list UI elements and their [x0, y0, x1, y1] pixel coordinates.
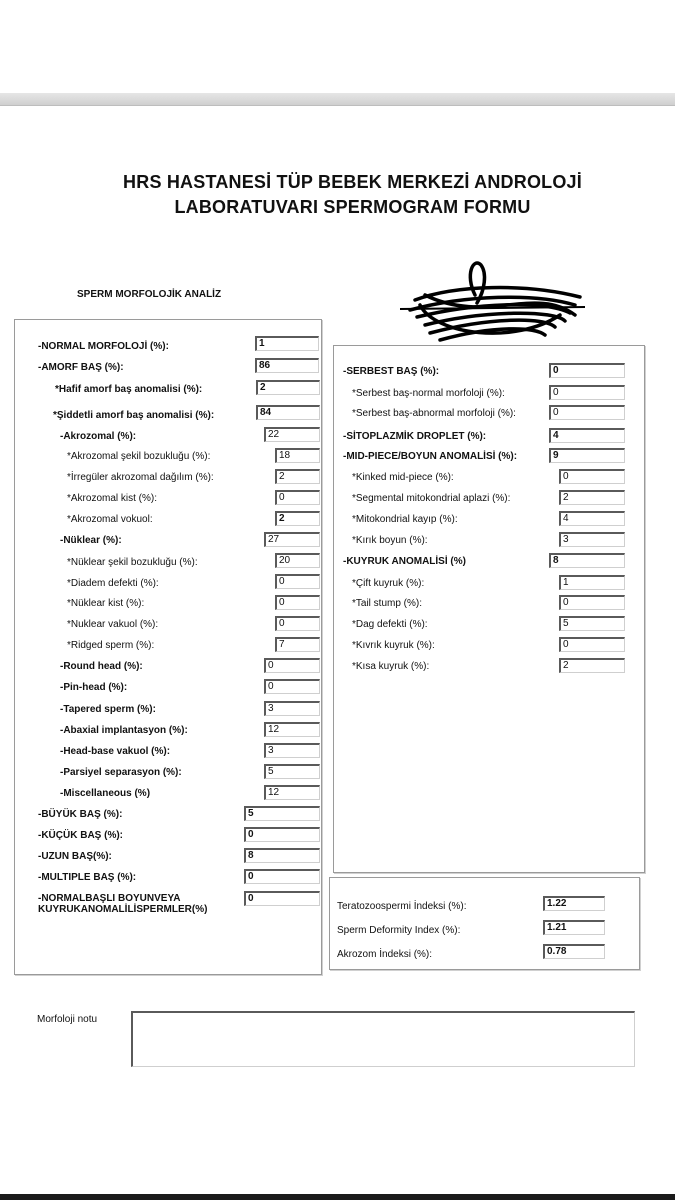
- left-field-14[interactable]: 0: [275, 616, 320, 631]
- left-label-25: -UZUN BAŞ(%):: [38, 851, 112, 862]
- left-field-12[interactable]: 0: [275, 574, 320, 589]
- index-field-2[interactable]: 1.21: [543, 920, 605, 935]
- left-field-21[interactable]: 5: [264, 764, 320, 779]
- left-label-22: -Miscellaneous (%): [60, 788, 151, 799]
- left-field-4[interactable]: 84: [256, 405, 320, 420]
- left-label-17: -Pin-head (%):: [60, 682, 128, 693]
- right-field-4[interactable]: 4: [549, 428, 625, 443]
- index-field-3[interactable]: 0.78: [543, 944, 605, 959]
- left-field-17[interactable]: 0: [264, 679, 320, 694]
- left-label-14: *Nuklear vakuol (%):: [67, 619, 159, 630]
- right-field-2[interactable]: 0: [549, 385, 625, 400]
- right-label-12: *Tail stump (%):: [352, 598, 423, 609]
- index-label-1: Teratozoospermi İndeksi (%):: [337, 901, 467, 912]
- left-label-20: -Head-base vakuol (%):: [60, 746, 171, 757]
- left-label-18: -Tapered sperm (%):: [60, 704, 156, 715]
- section-title: SPERM MORFOLOJİK ANALİZ: [77, 289, 222, 300]
- left-field-8[interactable]: 0: [275, 490, 320, 505]
- left-field-3[interactable]: 2: [256, 380, 320, 395]
- index-field-1[interactable]: 1.22: [543, 896, 605, 911]
- right-field-3[interactable]: 0: [549, 405, 625, 420]
- left-field-6[interactable]: 18: [275, 448, 320, 463]
- right-label-1: -SERBEST BAŞ (%):: [343, 366, 440, 377]
- right-field-12[interactable]: 0: [559, 595, 625, 610]
- left-label-21: -Parsiyel separasyon (%):: [60, 767, 182, 778]
- browser-top-bar: [0, 93, 675, 106]
- left-label-19: -Abaxial implantasyon (%):: [60, 725, 188, 736]
- right-label-8: *Mitokondrial kayıp (%):: [352, 514, 458, 525]
- left-field-13[interactable]: 0: [275, 595, 320, 610]
- left-label-line1: -NORMALBAŞLI BOYUNVEYA: [38, 893, 181, 904]
- left-field-10[interactable]: 27: [264, 532, 320, 547]
- bottom-bar: [0, 1194, 675, 1200]
- left-label-6: *Akrozomal şekil bozukluğu (%):: [67, 451, 211, 462]
- right-label-7: *Segmental mitokondrial aplazi (%):: [352, 493, 511, 504]
- left-label-16: -Round head (%):: [60, 661, 143, 672]
- index-label-2: Sperm Deformity Index (%):: [337, 925, 461, 936]
- right-field-5[interactable]: 9: [549, 448, 625, 463]
- left-label-line2: KUYRUKANOMALİLİSPERMLER(%): [38, 904, 208, 915]
- left-field-15[interactable]: 7: [275, 637, 320, 652]
- left-field-11[interactable]: 20: [275, 553, 320, 568]
- left-label-27: [38, 893, 207, 915]
- right-field-14[interactable]: 0: [559, 637, 625, 652]
- left-field-23[interactable]: 5: [244, 806, 320, 821]
- right-label-9: *Kırık boyun (%):: [352, 535, 428, 546]
- left-label-3: *Hafif amorf baş anomalisi (%):: [55, 384, 203, 395]
- left-field-7[interactable]: 2: [275, 469, 320, 484]
- left-label-26: -MULTIPLE BAŞ (%):: [38, 872, 137, 883]
- index-label-3: Akrozom İndeksi (%):: [337, 949, 433, 960]
- left-label-15: *Ridged sperm (%):: [67, 640, 155, 651]
- right-field-9[interactable]: 3: [559, 532, 625, 547]
- left-label-10: -Nüklear (%):: [60, 535, 122, 546]
- left-label-13: *Nüklear kist (%):: [67, 598, 145, 609]
- right-field-1[interactable]: 0: [549, 363, 625, 378]
- right-field-15[interactable]: 2: [559, 658, 625, 673]
- left-label-2: -AMORF BAŞ (%):: [38, 362, 124, 373]
- right-field-13[interactable]: 5: [559, 616, 625, 631]
- right-label-10: -KUYRUK ANOMALİSİ (%): [343, 556, 466, 567]
- right-label-4: -SİTOPLAZMİK DROPLET (%):: [343, 431, 487, 442]
- left-field-19[interactable]: 12: [264, 722, 320, 737]
- right-field-10[interactable]: 8: [549, 553, 625, 568]
- left-label-5: -Akrozomal (%):: [60, 431, 137, 442]
- right-field-7[interactable]: 2: [559, 490, 625, 505]
- left-label-7: *İrregüler akrozomal dağılım (%):: [67, 472, 214, 483]
- left-field-27[interactable]: 0: [244, 891, 320, 906]
- left-field-25[interactable]: 8: [244, 848, 320, 863]
- right-label-15: *Kısa kuyruk (%):: [352, 661, 430, 672]
- left-field-26[interactable]: 0: [244, 869, 320, 884]
- form-title: HRS HASTANESİ TÜP BEBEK MERKEZİ ANDROLOJİ LABORATUVARI SPERMOGRAM FORMU: [123, 172, 582, 217]
- right-label-6: *Kinked mid-piece (%):: [352, 472, 454, 483]
- left-field-20[interactable]: 3: [264, 743, 320, 758]
- left-label-12: *Diadem defekti (%):: [67, 578, 159, 589]
- left-label-11: *Nüklear şekil bozukluğu (%):: [67, 557, 198, 568]
- left-field-1[interactable]: 1: [255, 336, 319, 351]
- left-label-24: -KÜÇÜK BAŞ (%):: [38, 830, 123, 841]
- left-label-4: *Şiddetli amorf baş anomalisi (%):: [53, 410, 215, 421]
- right-label-3: *Serbest baş-abnormal morfoloji (%):: [352, 408, 516, 419]
- right-label-14: *Kıvrık kuyruk (%):: [352, 640, 435, 651]
- left-field-2[interactable]: 86: [255, 358, 319, 373]
- left-label-8: *Akrozomal kist (%):: [67, 493, 158, 504]
- left-label-1: -NORMAL MORFOLOJİ (%):: [38, 341, 169, 352]
- right-label-13: *Dag defekti (%):: [352, 619, 428, 630]
- right-field-8[interactable]: 4: [559, 511, 625, 526]
- right-field-6[interactable]: 0: [559, 469, 625, 484]
- notes-field[interactable]: [131, 1011, 635, 1067]
- left-field-5[interactable]: 22: [264, 427, 320, 442]
- right-label-5: -MID-PIECE/BOYUN ANOMALİSİ (%):: [343, 451, 518, 462]
- right-label-11: *Çift kuyruk (%):: [352, 578, 425, 589]
- notes-label: Morfoloji notu: [37, 1014, 98, 1025]
- left-field-9[interactable]: 2: [275, 511, 320, 526]
- left-label-23: -BÜYÜK BAŞ (%):: [38, 809, 123, 820]
- right-label-2: *Serbest baş-normal morfoloji (%):: [352, 388, 505, 399]
- left-field-24[interactable]: 0: [244, 827, 320, 842]
- left-label-9: *Akrozomal vokuol:: [67, 514, 153, 525]
- left-field-18[interactable]: 3: [264, 701, 320, 716]
- left-field-22[interactable]: 12: [264, 785, 320, 800]
- left-field-16[interactable]: 0: [264, 658, 320, 673]
- right-field-11[interactable]: 1: [559, 575, 625, 590]
